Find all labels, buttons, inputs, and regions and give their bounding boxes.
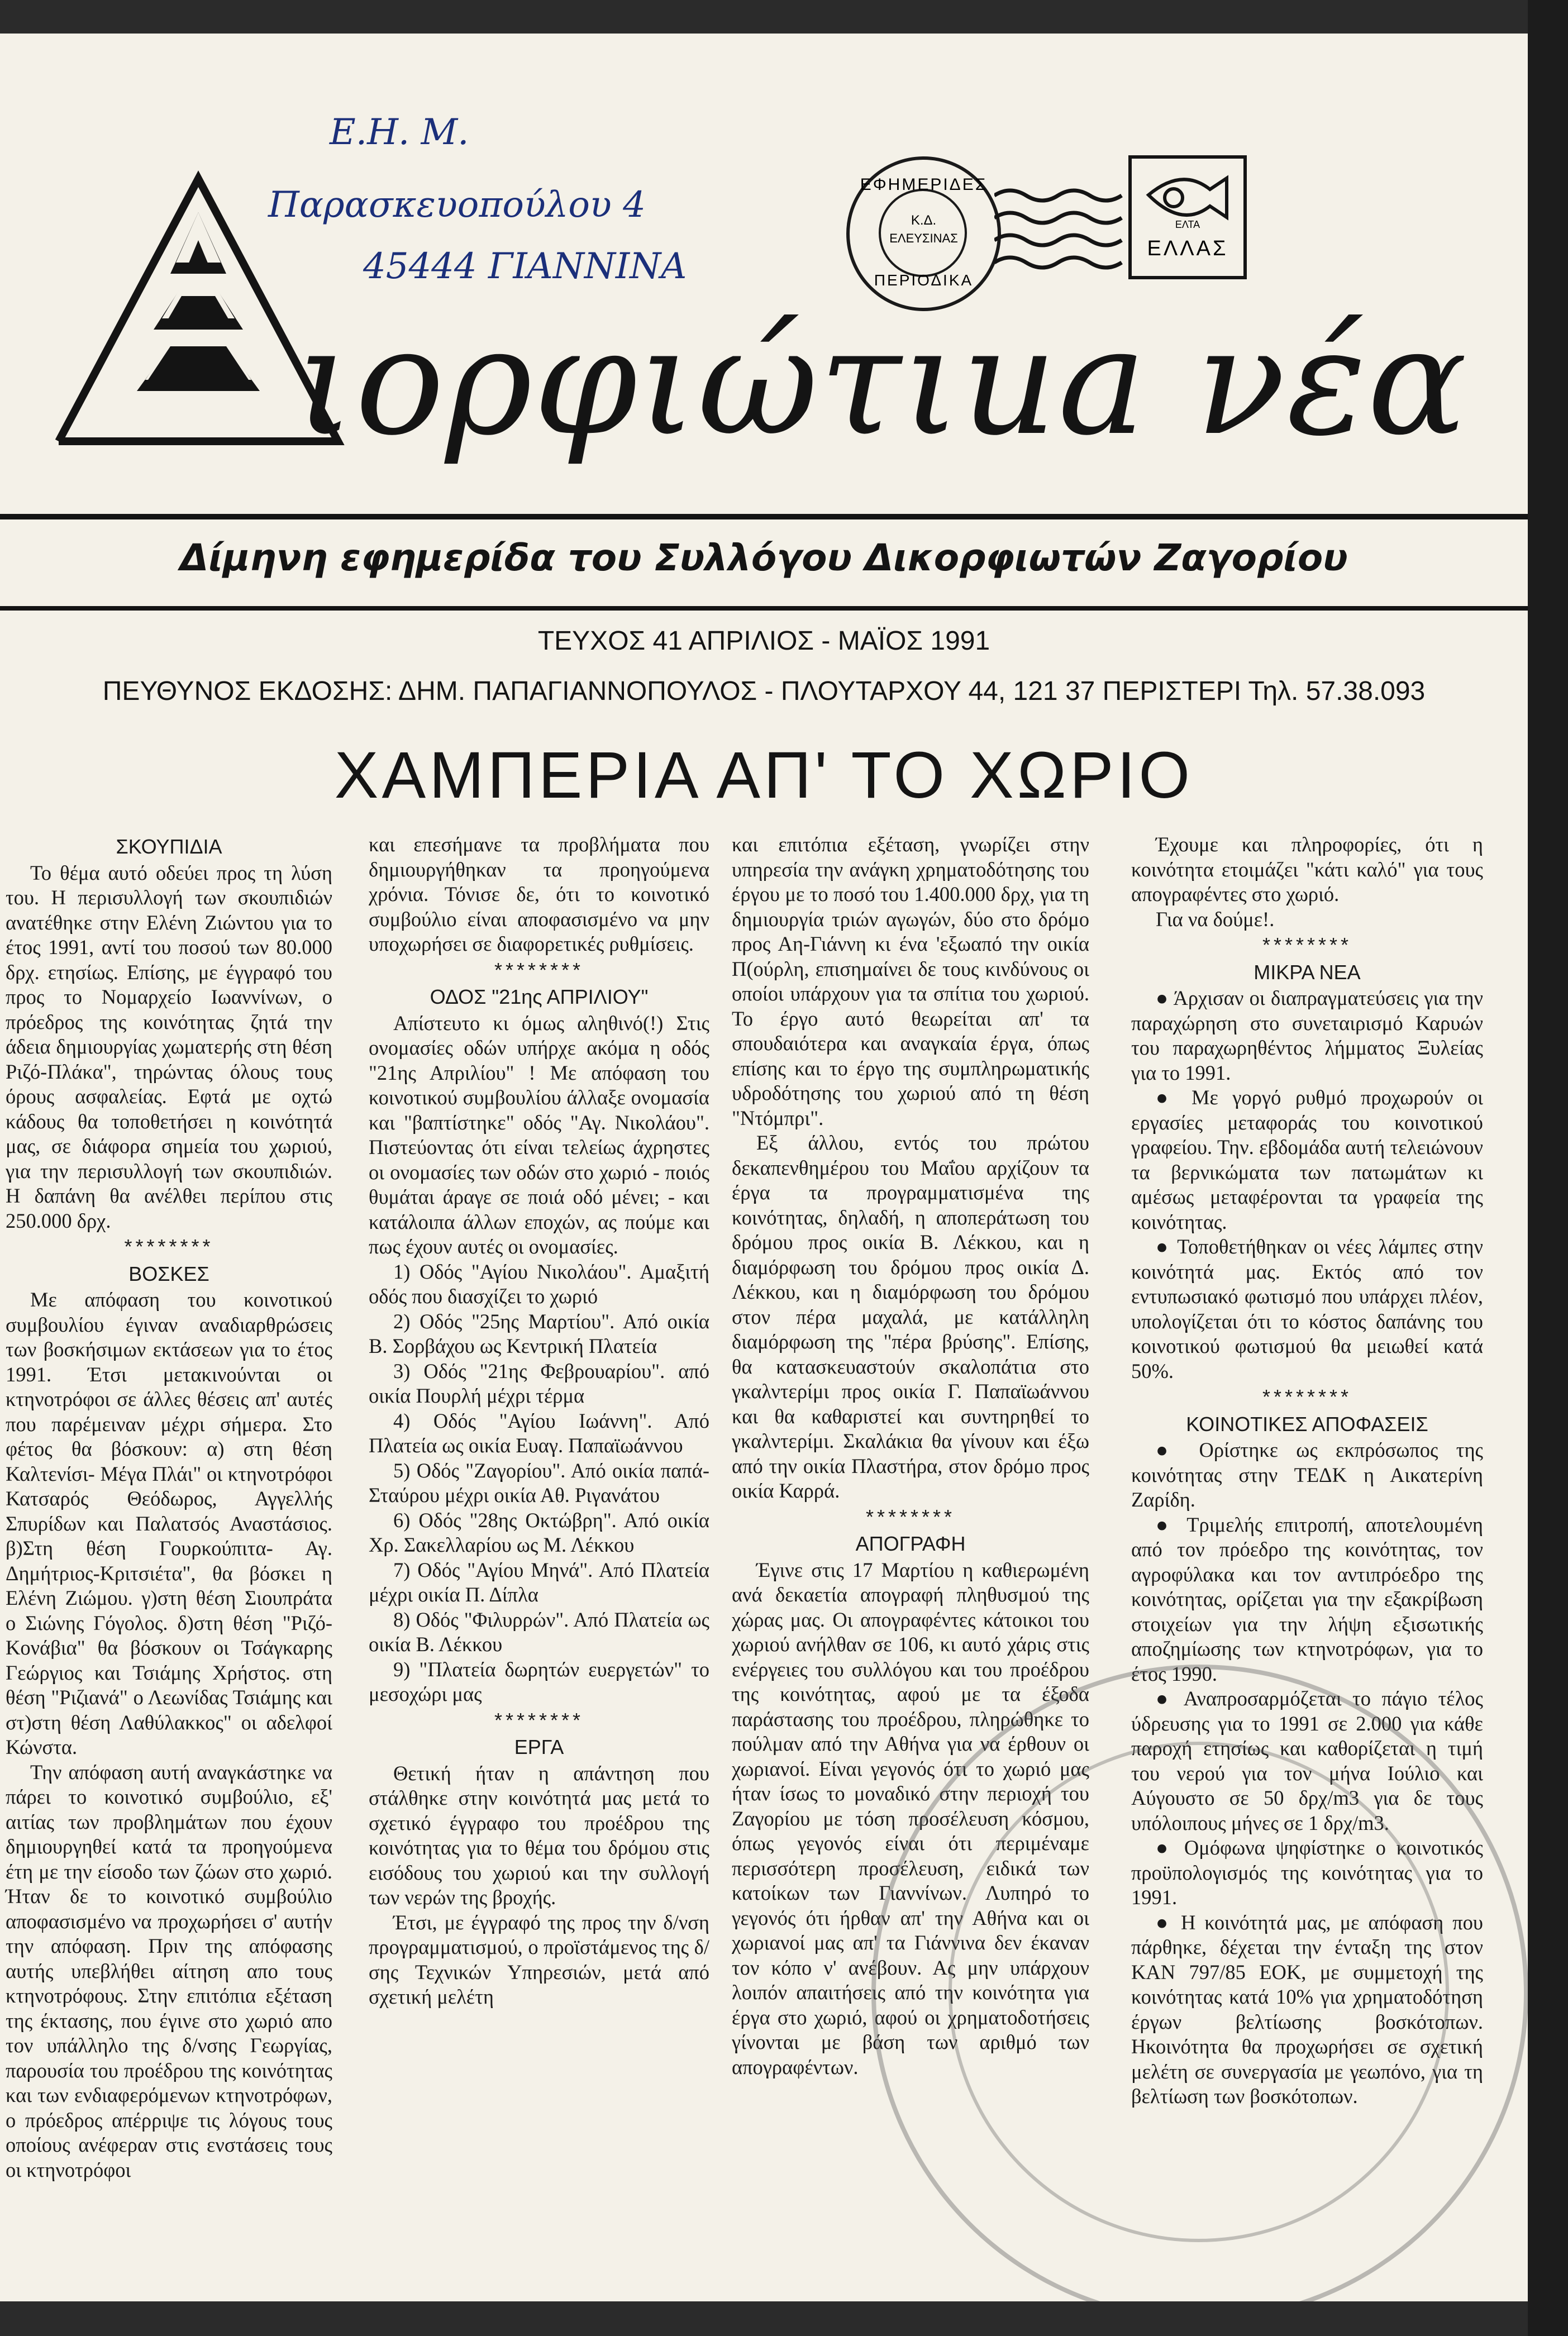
page-headline: ΧΑΜΠΕΡΙΑ ΑΠ' ΤΟ ΧΩΡΙΟ <box>334 738 1194 812</box>
list-item: 7) Οδός "Αγίου Μηνά". Από Πλατεία μέχρι οικία Π. Δίπλα <box>369 1558 709 1606</box>
paragraph: και επιτόπια εξέταση, γνωρίζει στην υπηρεσία την ανάγκη χρηματοδότησης του έργου με το ποσό του 1.400.000 δρχ, για τη δημιουργία τριών αγωγών, δύο στο δρόμο προς Αη-Γιάννη κι ένα 'εξωαπό την οικία Π(ούρλη, επισημαίνει δε τους κινδύνους οι οποίοι υπάρχουν για τα σπίτια του χωριού. Το έργο αυτό θεωρείται απ' τα σπουδαιότερα και αναγκαία έργα, όπως επίσης και το έργο της συμπληρωματικής υδροδότησης του χωριού από τη θέση "Ντόμπρι". <box>732 833 1089 1129</box>
paragraph: Έτσι, με έγγραφό της προς την δ/νση προγραμματισμού, ο προϊστάμενος της δ/σης Τεχνικών Υπηρεσιών, μετά από σχετική μελέτη <box>369 1910 709 2008</box>
paragraph: Για να δούμε!. <box>1156 907 1275 931</box>
postmark-ring-bottom: ΠΕΡΙΟΔΙΚΑ <box>874 271 974 289</box>
handwritten-note-line1: Ε.Η. Μ. <box>330 112 469 153</box>
masthead-rule-top <box>0 514 1528 519</box>
postage-box <box>1128 155 1247 279</box>
list-item: 8) Οδός "Φιλυρρών". Από Πλατεία ως οικία Β. Λέκκου <box>369 1608 709 1656</box>
section-heading-apografi: ΑΠΟΓΡΑΦΗ <box>855 1532 966 1555</box>
publisher-line: ΠΕΥΘΥΝΟΣ ΕΚΔΟΣΗΣ: ΔΗΜ. ΠΑΠΑΓΙΑΝΝΟΠΟΥΛΟΣ - ΠΛΟΥΤΑΡΧΟΥ 44, 121 37 ΠΕΡΙΣΤΕΡΙ Τηλ. 57.38.093 <box>102 676 1426 706</box>
issue-line: ΤΕΥΧΟΣ 41 ΑΠΡΙΛΙΟΣ - ΜΑΪΟΣ 1991 <box>537 626 990 656</box>
paragraph: Το θέμα αυτό οδεύει προς τη λύση του. Η περισυλλογή των σκουπιδιών ανατέθηκε στην Ελένη Ζιώντου για το έτος 1991, αντί του ποσού των 80.000 δρχ. ετησίως. Επίσης, με έγγραφό του προς το Νομαρχείο Ιωαννίνων, ο πρόεδρος της κοινότητας ζητά την άδεια δημιουργίας χωματερής στη θέση Ριζό-Πλάκα", τηρώντας όλους τους όρους ασφαλείας. Εφτά με οχτώ κάδους θα τοποθετήσει η κοινότητά μας, σε διάφορα σημεία του χωριού, για την περισυλλογή των σκουπιδιών. Η δαπάνη θα ανέλθει περίπου στις 250.000 δρχ. <box>6 861 332 1232</box>
paragraph: Θετική ήταν η απάντηση που στάλθηκε στην κοινότητά μας μετά το σχετικό έγγραφο του προέδρου της κοινότητας για το θέμα του δρόμου στις εισόδους του χωριού και την συλλογή των νερών της βροχής. <box>369 1761 709 1909</box>
paragraph: Με απόφαση του κοινοτικού συμβουλίου έγιναν αναδιαρθρώσεις των βοσκήσιμων εκτάσεων για το έτος 1991. Έτσι μετακινούνται οι κτηνοτρόφοι σε άλλες θέσεις απ' αυτές που παρέμειναν μέχρι σήμερα. Στο φέτος θα βόσκουν: α) στη θέση Καλτενίσι- Μέγα Πλάι" οι κτηνοτρόφοι Κατσαρός Θεόδωρος, Αγγελλής Σπυρίδων και Παλατσός Αναστάσιος. β)Στη θέση Γουρκούπιτα- Αγ. Δημήτριος-Κριτσιέτα", θα βόσκει η Ελένη Ζιώμου. γ)στη θέση Σιουπράτα ο Σιώνης Γόγολος. δ)στη θέση "Ριζό-Κονάβια" θα βόσκουν οι Τσάγκαρης Γεώργιος και Τσιάμης Χρήστος. στη θέση "Ριζιανά" ο Λεωνίδας Τσιάμης και στ)στη θέση Λαθύλακκος" οι αδελφοί Κώνστα. <box>6 1288 332 1758</box>
handwritten-note-line3: 45444 ΓΙΑΝΝΙΝΑ <box>363 246 687 287</box>
list-item: 2) Οδός "25ης Μαρτίου". Από οικία Β. Σορβάχου ως Κεντρική Πλατεία <box>369 1309 709 1357</box>
list-item: 9) "Πλατεία δωρητών ευεργετών" το μεσοχώρι μας <box>369 1657 709 1705</box>
bullet-item: ● Τριμελής επιτροπή, αποτελουμένη από τον πρόεδρο της κοινότητας, τον αγροφύλακα και τον αντιπρόεδρο της κοινότητας, ορίζεται για την εξακρίβωση στοιχείων για την λήψη εξισωτικής αποζημίωσης των κτηνοτρόφων, για το έτος 1990. <box>1131 1513 1483 1685</box>
bullet-item: ● Ορίστηκε ως εκπρόσωπος της κοινότητας στην ΤΕΔΚ η Αικατερίνη Ζαρίδη. <box>1131 1438 1483 1511</box>
bullet-item: ● Η κοινότητά μας, με απόφαση που πάρθηκε, δέχεται την ένταξη της στον ΚΑΝ 797/85 ΕΟΚ, με συμμετοχή της κοινότητας κατά 10% για χρηματοδότηση έργων βελτίωσης βοσκότοπων. Ηκοινότητα θα προχωρήσει σε σχετική μελέτη σε συνεργασία με γεωπόνο, για τη βελτίωση των βοσκότοπων. <box>1131 1910 1483 2108</box>
list-item: 5) Οδός "Ζαγορίου". Από οικία παπά- Σταύρου μέχρι οικία Αθ. Ριγανάτου <box>369 1458 709 1507</box>
masthead-subtitle: Δίμηνη εφημερίδα του Συλλόγου Δικορφιωτών Ζαγορίου <box>180 536 1348 579</box>
section-divider: ******** <box>494 958 584 981</box>
section-divider: ******** <box>865 1505 956 1528</box>
postmark-wavy-lines-icon <box>994 184 1123 274</box>
section-divider: ******** <box>124 1235 214 1258</box>
paragraph: Έχουμε και πληροφορίες, ότι η κοινότητα ετοιμάζει "κάτι καλό" για τους απογραφέντες στο χωριό. <box>1131 833 1483 905</box>
paragraph: Εξ άλλου, εντός του πρώτου δεκαπενθημέρου του Μαΐου αρχίζουν τα έργα τα προγραμματισμένα της κοινότητας, δηλαδή, η αποπεράτωση του δρόμου προς οικία Β. Λέκκου, και η διαμόρφωση του δρόμου προς οικία Δ. Λέκκου, και η διαμόρφωση του δρόμου στον πέρα μαχαλά, με κατάλληλη διαμόρφωση της "πέρα βρύσης". Επίσης, θα κατασκευαστούν σκαλοπάτια στο γκαλντερίμι προς οικία Γ. Παπαϊωάννου και θα καθαριστεί και συντηρηθεί το γκαλντερίμι. Σκαλάκια θα γίνουν και έξω από την οικία Πλαστήρα, στον δρόμο προς οικία Καρρά. <box>732 1131 1089 1502</box>
list-item: 3) Οδός "21ης Φεβρουαρίου". από οικία Πουρλή μέχρι τέρμα <box>369 1359 709 1407</box>
postmark-center-1: Κ.Δ. <box>911 213 937 228</box>
column-1 <box>6 832 332 2182</box>
list-item: 1) Οδός "Αγίου Νικολάου". Αμαξιτή οδός που διασχίζει το χωριό <box>369 1260 709 1308</box>
masthead-title: ιορφιώτιua νέα <box>296 296 1469 468</box>
section-heading-boskes: ΒΟΣΚΕΣ <box>128 1262 209 1285</box>
bullet-item: ● Τοποθετήθηκαν οι νέες λάμπες στην κοινότητά μας. Εκτός από τον εντυπωσιακό φωτισμό που υπάρχει πλέον, υπολογίζεται ότι το κόστος δαπάνης του κοινοτικού φωτισμού θα μειωθεί κατά 50%. <box>1131 1235 1483 1382</box>
newspaper-page <box>0 34 1528 2301</box>
postmark-stamp <box>846 156 1001 311</box>
section-divider: ******** <box>1262 933 1352 956</box>
post-horn-icon <box>1143 164 1232 226</box>
postage-box-small: ΕΛΤΑ <box>1175 219 1200 230</box>
masthead-rule-bottom <box>0 606 1528 611</box>
section-heading-koinotikes-apofaseis: ΚΟΙΝΟΤΙΚΕΣ ΑΠΟΦΑΣΕΙΣ <box>1186 1412 1428 1436</box>
paragraph: Απίστευτο κι όμως αληθινό(!) Στις ονομασίες οδών υπήρχε ακόμα η οδός "21ης Απριλίου" ! Με απόφαση του κοινοτικού συμβουλίου άλλαξε ονομασία και "βαπτίστηκε" οδός "Αγ. Νικολάου". Πιστεύοντας ότι είναι τελείως άχρηστες οι ονομασίες των οδών στο χωριό - ποιός θυμάται άραγε σε ποιά οδό μένει; - και κατάλοιπα άλλων εποχών, ας πούμε και πως έχουν αυτές οι ονομασίες. <box>369 1011 709 1258</box>
postage-box-label: ΕΛΛΑΣ <box>1147 237 1228 260</box>
paragraph: Έγινε στις 17 Μαρτίου η καθιερωμένη ανά δεκαετία απογραφή πληθυσμού της χώρας μας. Οι απογραφέντες κάτοικοι του χωριού ανήλθαν σε 106, κι αυτό χάρις στις ενέργειες του συλλόγου και του προέδρου της κοινότητας, αφού με τα έξοδα παράστασης του προέδρου, πληρώθηκε το πούλμαν από την Αθήνα για να έρθουν οι χωριανοί. Είναι γεγονός ότι το χωριό μας ήταν ίσως το μοναδικό στην περιοχή του Ζαγορίου με τόση προσέλευση κόσμου, όπως γεγονός είναι ότι περιμέναμε περισσότερη προσέλευση, ειδικά των κατοίκων των Γιαννίνων. Λυπηρό το γεγονός ότι ήρθαν απ' την Αθήνα και οι χωριανοί μας απ' τα Γιάννινα δεν έκαναν τον κόπο ν' ανέβουν. Ας μην υπάρχουν λοιπόν απαιτήσεις από την κοινότητα για έργα στο χωριό, αφού οι χρηματοδοτήσεις γίνονται με βάση των αριθμό των απογραφέντων. <box>732 1558 1089 2078</box>
column-2 <box>369 832 709 2010</box>
section-heading-odos: ΟΔΟΣ "21ης ΑΠΡΙΛΙΟΥ" <box>430 985 649 1008</box>
list-item: 4) Οδός "Αγίου Ιωάννη". Από Πλατεία ως οικία Ευαγ. Παπαϊωάννου <box>369 1409 709 1457</box>
postmark-center-2: ΕΛΕΥΣΙΝΑΣ <box>889 231 958 245</box>
section-heading-erga: ΕΡΓΑ <box>514 1736 564 1758</box>
list-item: 6) Οδός "28ης Οκτώβρη". Από οικία Χρ. Σακελλαρίου ως Μ. Λέκκου <box>369 1508 709 1556</box>
bullet-item: ● Άρχισαν οι διαπραγματεύσεις για την παραχώρηση στο συνεταιρισμό Καρυών του παραχωρηθέντος λήμματος Ξυλείας για το 1991. <box>1131 986 1483 1084</box>
section-divider: ******** <box>1262 1385 1352 1408</box>
section-divider: ******** <box>494 1708 584 1732</box>
binder-edge <box>1528 0 1568 2336</box>
postmark-ring-top: ΕΦΗΜΕΡΙΔΕΣ <box>860 175 988 194</box>
bullet-item: ● Ομόφωνα ψηφίστηκε ο κοινοτικός προϋπολογισμός της κοινότητας για το 1991. <box>1131 1836 1483 1909</box>
bullet-item: ● Με γοργό ρυθμό προχωρούν οι εργασίες μεταφοράς του κοινοτικού γραφείου. Την. εβδομάδα αυτή τελειώνουν τα βερνικώματα των πατωμάτων κι αμέσως μεταφέρονται τα γραφεία της κοινότητας. <box>1131 1086 1483 1233</box>
section-heading-mikra-nea: ΜΙΚΡΑ ΝΕΑ <box>1254 960 1361 984</box>
library-seal-stamp-icon <box>871 1665 1528 2301</box>
bullet-item: ● Αναπροσαρμόζεται το πάγιο τέλος ύδρευσης για το 1991 σε 2.000 για κάθε παροχή ετησίως και καθορίζεται η τιμή του νερού για τον μήνα Ιούλιο και Αύγουστο σε 50 δρχ/m3 για δε τους υπόλοιπους μήνες σε 1 δρχ/m3. <box>1131 1687 1483 1834</box>
section-heading-skoupidia: ΣΚΟΥΠΙΔΙΑ <box>116 835 222 858</box>
paragraph: Την απόφαση αυτή αναγκάστηκε να πάρει το κοινοτικό συμβούλιο, εξ' αιτίας των προβλημάτων που έχουν δημιουργηθεί κατά τα προηγούμενα έτη με την είσοδο των ζώων στο χωριό. Ήταν δε το κοινοτικό συμβούλιο αποφασισμένο να προχωρήσει σ' αυτήν την απόφαση. Πριν της απόφασης αυτής υπεβλήθει αίτηση απο τους κτηνοτρόφους. Στην επιτόπια εξέταση της έκτασης, που έγινε στο χωριό απο τον υπάλληλο της δ/νσης Γεωργίας, παρουσία του προέδρου της κοινότητας και των ενδιαφερόμενων κτηνοτρόφων, ο πρόεδρος απέρριψε τις λόγους τους οποίους ανέφεραν στις ενστάσεις τους οι κτηνοτρόφοι <box>6 1760 332 2181</box>
handwritten-note-line2: Παρασκευοπούλου 4 <box>268 184 646 226</box>
paragraph: και επεσήμανε τα προβλήματα που δημιουργήθηκαν τα προηγούμενα χρόνια. Τόνισε δε, ότι το κοινοτικό συμβούλιο είναι αποφασισμένο να μην υποχωρήσει σε διαφορετικές ρυθμίσεις. <box>369 833 709 955</box>
